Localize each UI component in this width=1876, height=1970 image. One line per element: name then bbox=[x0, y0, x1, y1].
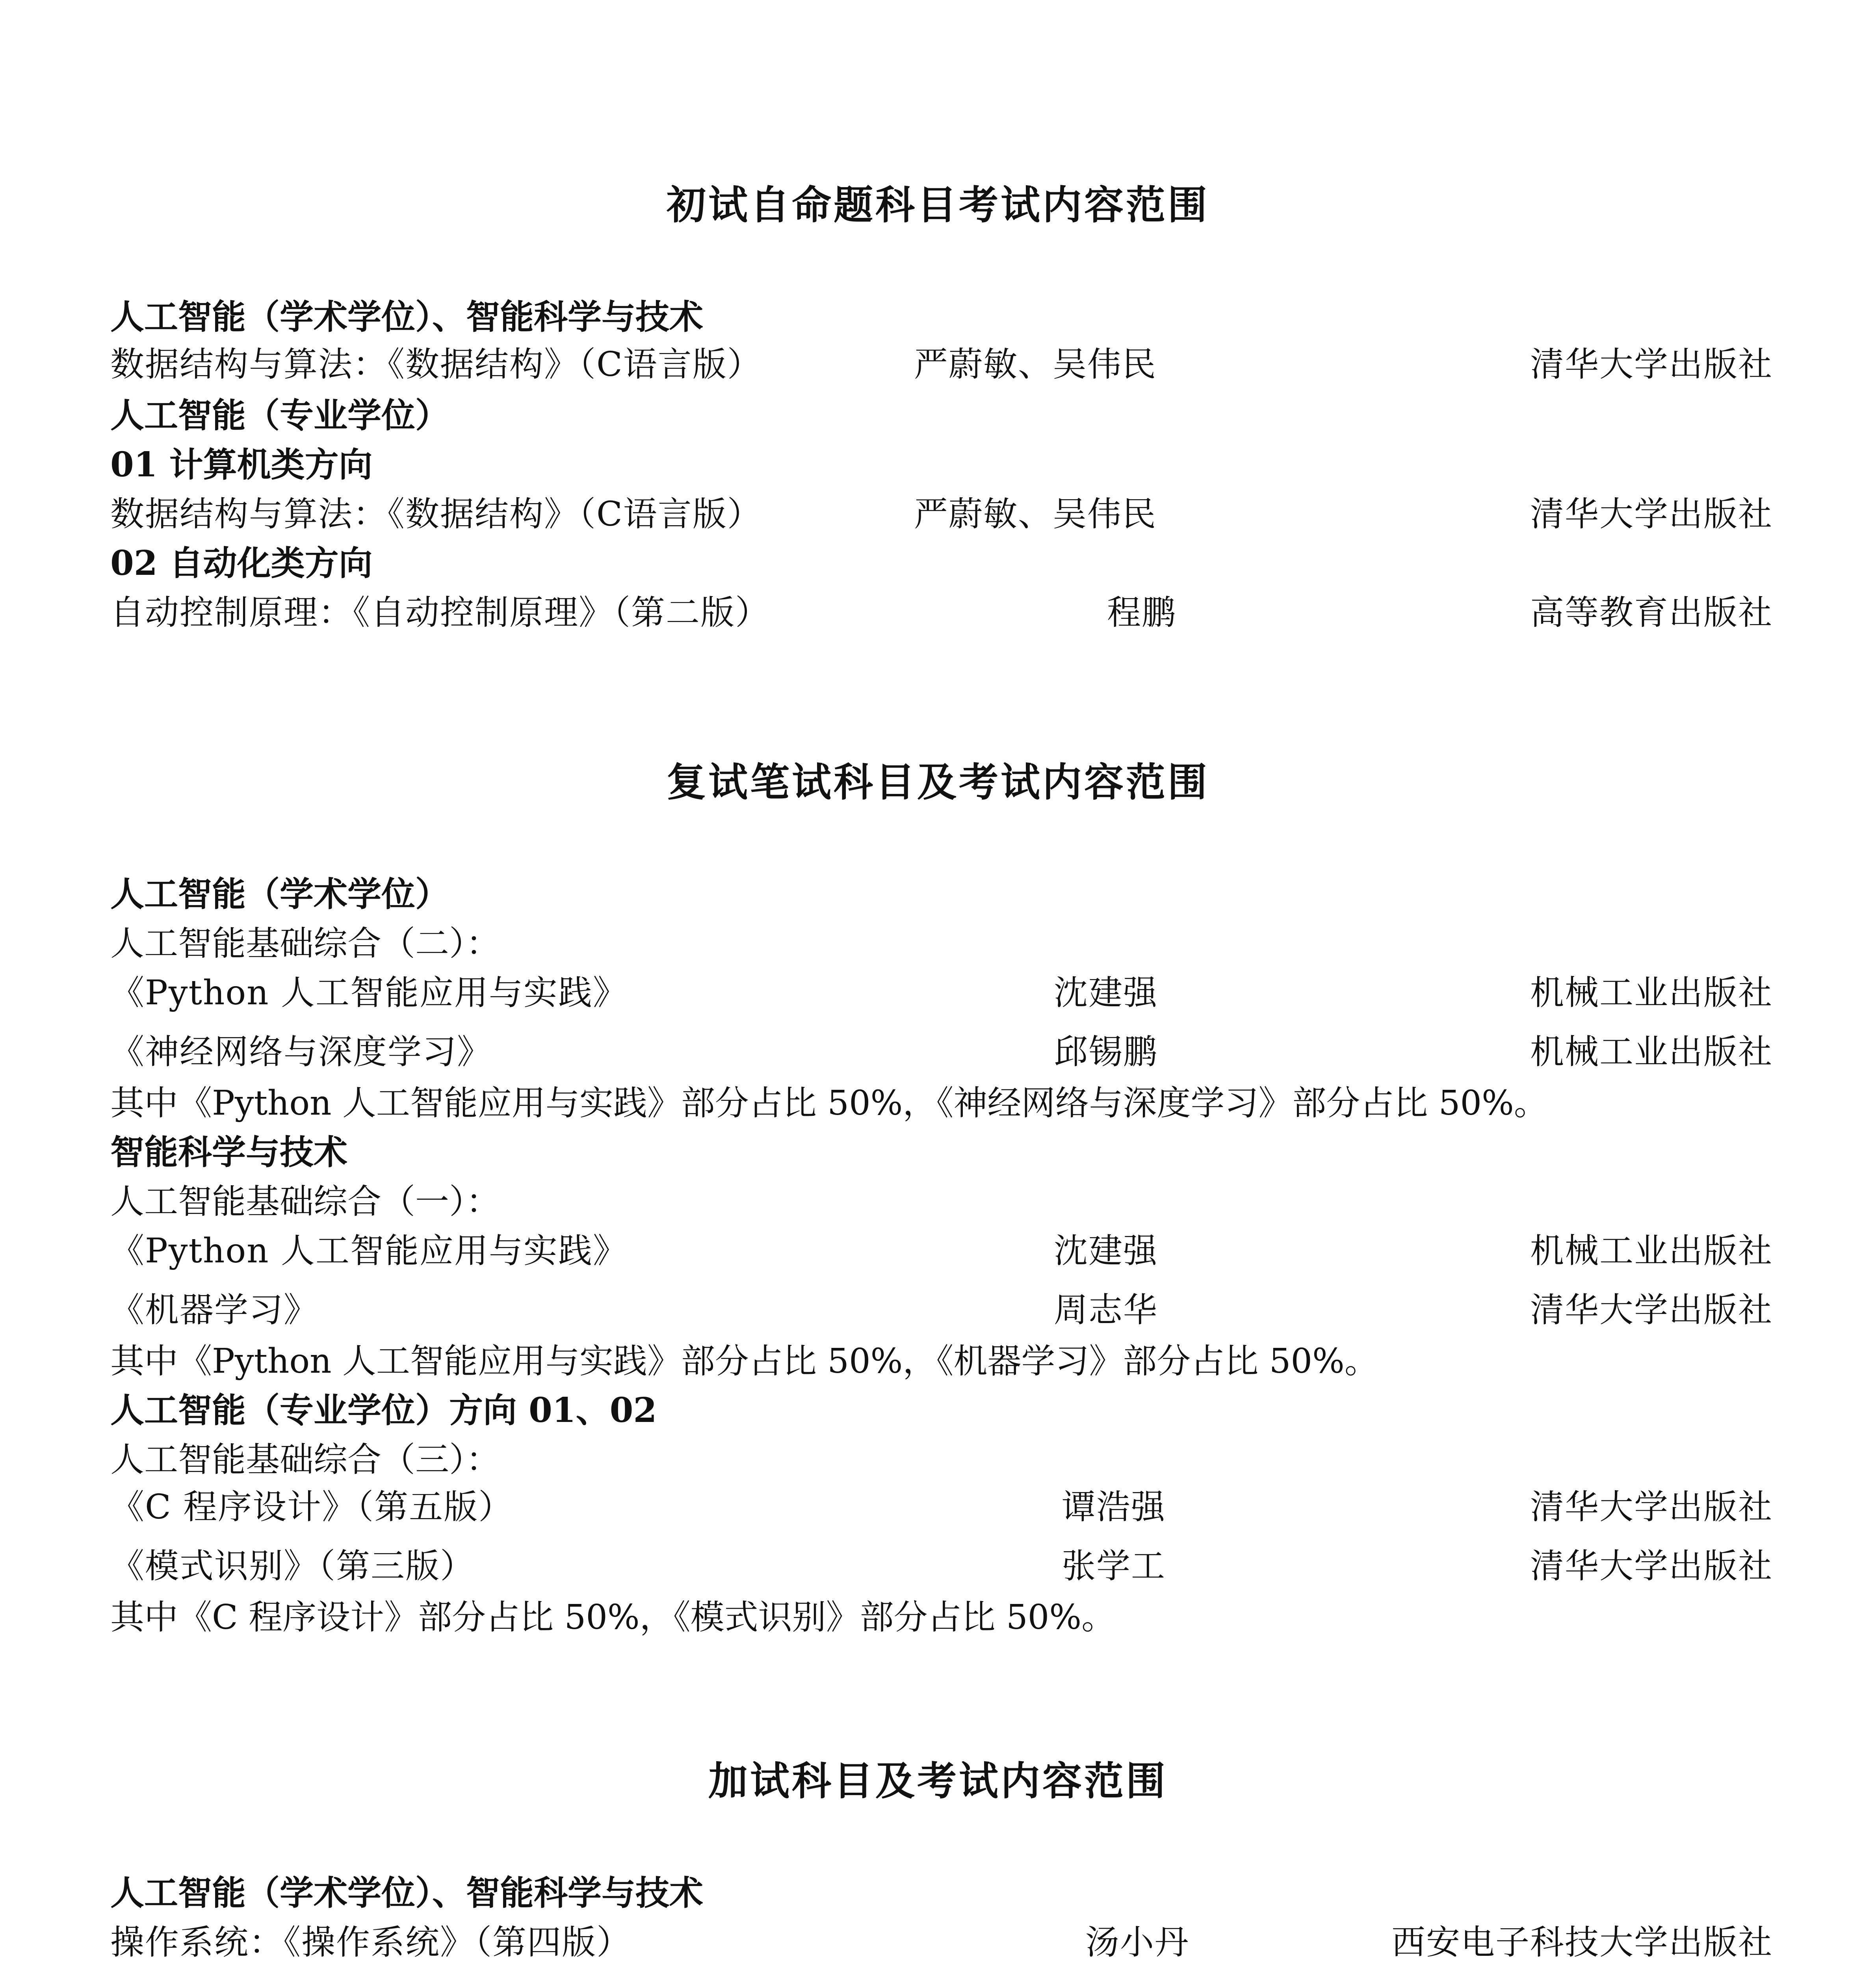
book-title: 《机器学习》 bbox=[110, 1290, 318, 1330]
book-row bbox=[110, 492, 1773, 536]
book-publisher: 高等教育出版社 bbox=[1530, 593, 1773, 632]
book-publisher: 机械工业出版社 bbox=[1530, 1032, 1773, 1072]
heading-line: 智能科学与技术 bbox=[110, 1132, 347, 1172]
book-row bbox=[110, 1030, 1773, 1074]
book-title: 数据结构与算法：《数据结构》（C语言版） bbox=[110, 345, 762, 384]
heading-line: 人工智能（专业学位）方向 01、02 bbox=[110, 1390, 657, 1430]
book-author: 沈建强 bbox=[1054, 1231, 1158, 1271]
book-publisher: 西安电子科技大学出版社 bbox=[1391, 1923, 1773, 1962]
book-row bbox=[110, 1544, 1773, 1588]
heading-line: 01 计算机类方向 bbox=[110, 445, 373, 485]
book-publisher: 清华大学出版社 bbox=[1530, 345, 1773, 384]
book-author: 程鹏 bbox=[1107, 593, 1176, 632]
book-row bbox=[110, 1921, 1773, 1964]
book-title: 《神经网络与深度学习》 bbox=[110, 1032, 492, 1072]
text-line: 人工智能基础综合（三）： bbox=[110, 1440, 500, 1479]
book-publisher: 清华大学出版社 bbox=[1530, 1487, 1773, 1527]
book-publisher: 清华大学出版社 bbox=[1530, 494, 1773, 534]
heading-line: 人工智能（学术学位）、智能科学与技术 bbox=[110, 297, 703, 337]
text-line: 人工智能基础综合（一）： bbox=[110, 1182, 500, 1221]
book-row bbox=[110, 1229, 1773, 1273]
heading-line: 人工智能（专业学位） bbox=[110, 396, 449, 435]
book-publisher: 机械工业出版社 bbox=[1530, 973, 1773, 1013]
heading-line: 02 自动化类方向 bbox=[110, 543, 373, 583]
heading-line: 人工智能（学术学位） bbox=[110, 874, 449, 914]
text-line: 其中《Python 人工智能应用与实践》部分占比 50%，《神经网络与深度学习》部分占比 50%。 bbox=[110, 1084, 1548, 1123]
book-author: 沈建强 bbox=[1054, 973, 1158, 1013]
book-row bbox=[110, 971, 1773, 1015]
book-title: 《模式识别》（第三版） bbox=[110, 1546, 475, 1586]
book-publisher: 清华大学出版社 bbox=[1530, 1290, 1773, 1330]
book-author: 严蔚敏、吴伟民 bbox=[914, 494, 1157, 534]
book-publisher: 机械工业出版社 bbox=[1530, 1231, 1773, 1271]
book-title: 自动控制原理：《自动控制原理》（第二版） bbox=[110, 593, 770, 632]
book-author: 张学工 bbox=[1062, 1546, 1166, 1586]
book-author: 周志华 bbox=[1054, 1290, 1158, 1330]
book-author: 谭浩强 bbox=[1062, 1487, 1166, 1527]
book-title: 《Python 人工智能应用与实践》 bbox=[110, 973, 628, 1013]
book-row bbox=[110, 1288, 1773, 1332]
book-row bbox=[110, 343, 1773, 386]
book-row bbox=[110, 591, 1773, 634]
section-title: 初试自命题科目考试内容范围 bbox=[667, 182, 1209, 228]
book-author: 邱锡鹏 bbox=[1054, 1032, 1158, 1072]
book-title: 数据结构与算法：《数据结构》（C语言版） bbox=[110, 494, 762, 534]
book-author: 汤小丹 bbox=[1085, 1923, 1189, 1962]
section-title: 复试笔试科目及考试内容范围 bbox=[667, 759, 1209, 805]
book-title: 《Python 人工智能应用与实践》 bbox=[110, 1231, 628, 1271]
book-row bbox=[110, 1485, 1773, 1529]
heading-line: 人工智能（学术学位）、智能科学与技术 bbox=[110, 1873, 703, 1913]
book-title: 《C 程序设计》（第五版） bbox=[110, 1487, 513, 1527]
section-title: 加试科目及考试内容范围 bbox=[708, 1758, 1168, 1804]
text-line: 其中《C 程序设计》部分占比 50%，《模式识别》部分占比 50%。 bbox=[110, 1598, 1116, 1637]
text-line: 其中《Python 人工智能应用与实践》部分占比 50%，《机器学习》部分占比 50%。 bbox=[110, 1342, 1378, 1381]
book-publisher: 清华大学出版社 bbox=[1530, 1546, 1773, 1586]
book-title: 操作系统：《操作系统》（第四版） bbox=[110, 1923, 631, 1962]
text-line: 人工智能基础综合（二）： bbox=[110, 924, 500, 963]
book-author: 严蔚敏、吴伟民 bbox=[914, 345, 1157, 384]
